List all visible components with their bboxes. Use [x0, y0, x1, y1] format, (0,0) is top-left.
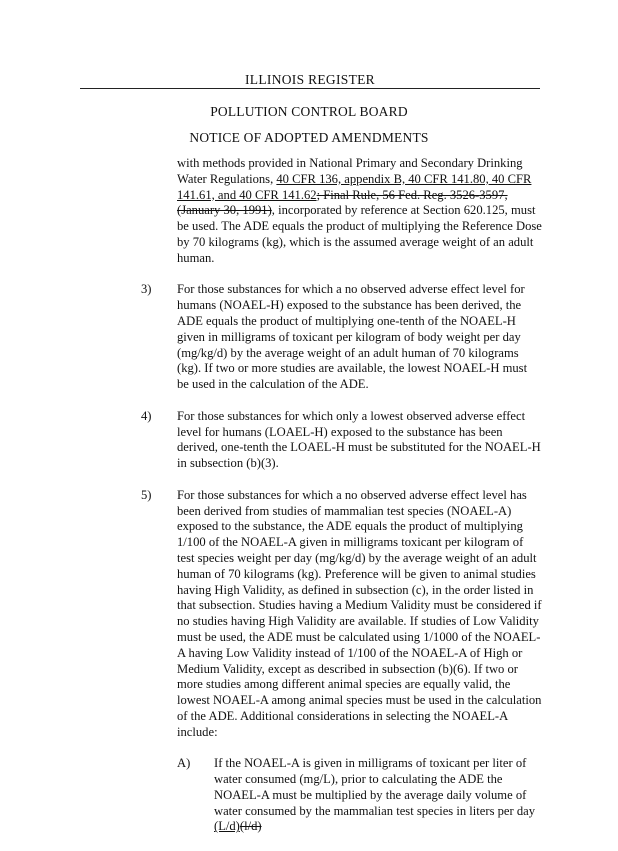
sub-item-number: A)	[177, 756, 191, 771]
item-number: 3)	[141, 282, 152, 297]
item-text: For those substances for which only a lowest observed adverse effect level for humans (LOAEL-H) exposed to the substance has been derived, one-tenth the LOAEL-H must be substituted for the NOAEL-H in subsection (b)(3).	[177, 408, 541, 471]
document-body	[0, 156, 618, 851]
item-number: 4)	[141, 408, 152, 423]
item-number: 5)	[141, 487, 152, 502]
list-item-3	[0, 282, 618, 393]
notice-title: NOTICE OF ADOPTED AMENDMENTS	[189, 130, 429, 145]
sub-item-a	[0, 756, 618, 835]
register-title: ILLINOIS REGISTER	[245, 72, 375, 87]
list-item-5	[0, 488, 618, 836]
continuation-text-b: , incorporated by reference at Section 620.125, must be used. The ADE equals the product of multiplying the Reference Dose by 70 kilograms (kg), which is the assumed average weight of an adult human.	[177, 203, 542, 265]
continuation-text-a: with methods provided in National Primary and Secondary Drinking Water Regulations,	[177, 156, 523, 186]
sub-item-text-main: If the NOAEL-A is given in milligrams of toxicant per liter of water consumed (mg/L), prior to calculating the ADE the NOAEL-A must be multiplied by the average daily volume of water consumed by the mammalian test species in liters per day	[214, 756, 536, 818]
continuation-paragraph	[0, 156, 542, 267]
inserted-citation: 40 CFR 136, appendix B, 40 CFR 141.80, 40 CFR 141.61, and 40 CFR 141.62	[177, 171, 532, 202]
inserted-unit: (L/d)	[214, 819, 240, 834]
item-text: For those substances for which a no observed adverse effect level for humans (NOAEL-H) exposed to the substance has been derived, the ADE equals the product of multiplying one-tenth of the NOAEL-H given in milligrams of toxicant per kilogram of body weight per day (mg/kg/d) by the average weight of an adult human of 70 kilograms (kg). If two or more studies are available, the lowest NOAEL-H must be used in the calculation of the ADE.	[177, 282, 528, 392]
header-rule	[80, 88, 540, 89]
sub-item-text	[214, 756, 542, 835]
item-text: For those substances for which a no observed adverse effect level has been derived from studies of mammalian test species (NOAEL-A) exposed to the substance, the ADE equals the product of multiplying 1/100 of the NOAEL-A given in milligrams toxicant per kilogram of test species weight per day (mg/kg/d) by the average weight of an adult human of 70 kilograms (kg). Preference will be given to animal studies having High Validity, as defined in subsection (c), in the order listed in that subsection. Studies having a Medium Validity must be considered if no studies having High Validity are available. If studies of Low Validity must be used, the ADE must be calculated using 1/1000 of the NOAEL-A having Low Validity instead of 1/100 of the NOAEL-A of High or Medium Validity, except as described in subsection (b)(6). If two or more studies among different animal species are equally valid, the lowest NOAEL-A among animal species must be used in the calculation of the ADE. Additional considerations in selecting the NOAEL-A include:	[177, 487, 542, 739]
deleted-unit: (l/d)	[239, 819, 262, 834]
list-item-4	[0, 409, 618, 472]
board-title: POLLUTION CONTROL BOARD	[210, 104, 408, 119]
deleted-citation: ; Final Rule, 56 Fed. Reg. 3526-3597, (January 30, 1991)	[177, 187, 508, 218]
